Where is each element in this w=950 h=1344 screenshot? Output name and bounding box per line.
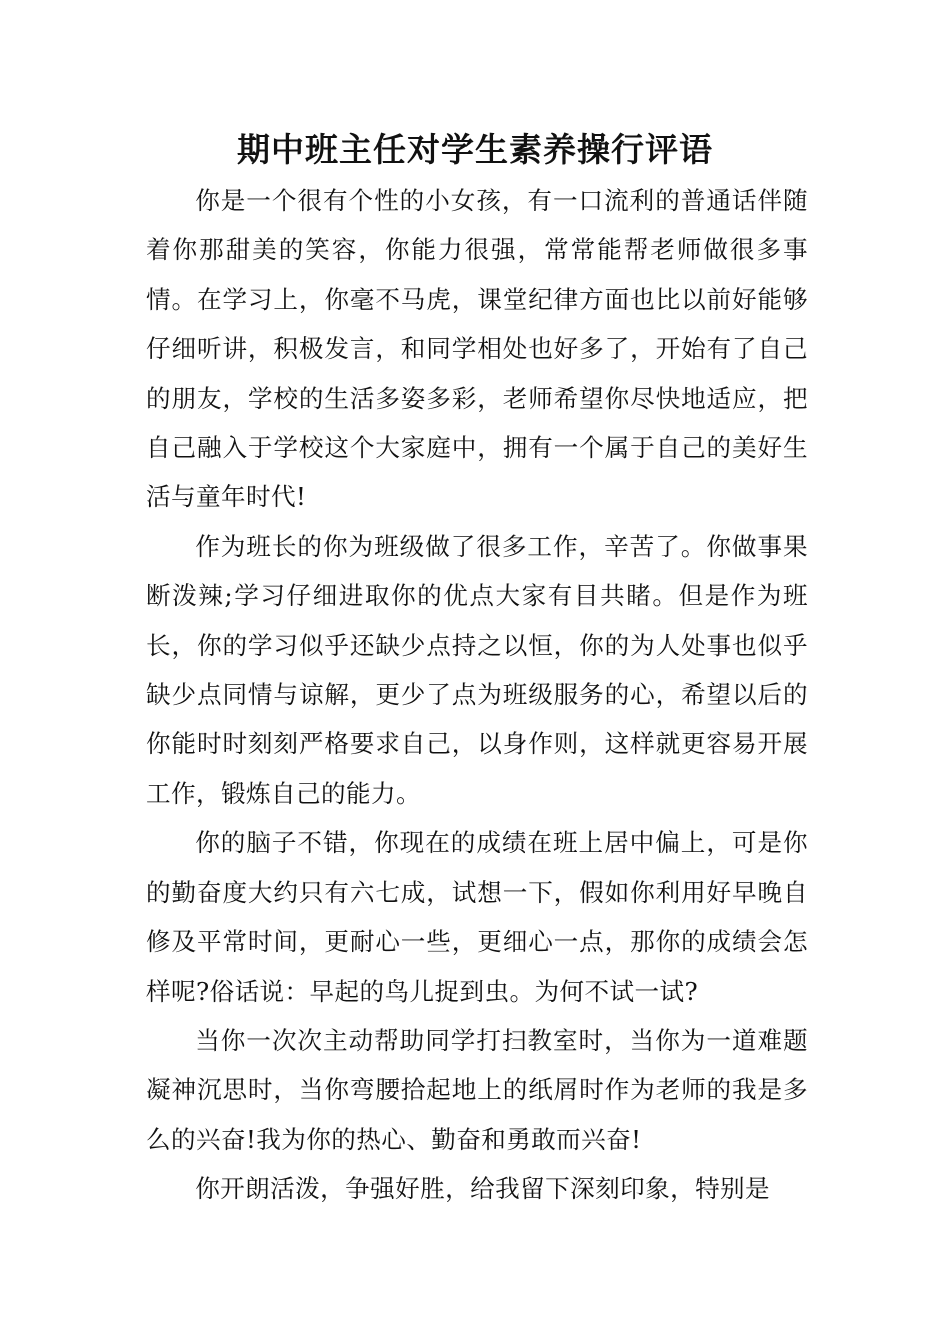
paragraph: 你的脑子不错，你现在的成绩在班上居中偏上，可是你的勤奋度大约只有六七成，试想一下，假如你利用好早晚自修及平常时间，更耐心一些，更细心一点，那你的成绩会怎样呢?俗话说：早起的鸟儿捉到虫。为何不试一试?: [146, 828, 808, 1006]
paragraph: 你是一个很有个性的小女孩，有一口流利的普通话伴随着你那甜美的笑容，你能力很强，常常能帮老师做很多事情。在学习上，你毫不马虎，课堂纪律方面也比以前好能够仔细听讲，积极发言，和同学相处也好多了，开始有了自己的朋友，学校的生活多姿多彩，老师希望你尽快地适应，把自己融入于学校这个大家庭中，拥有一个属于自己的美好生活与童年时代!: [146, 186, 808, 512]
document-title: 期中班主任对学生素养操行评语: [237, 130, 713, 169]
paragraph: 作为班长的你为班级做了很多工作，辛苦了。你做事果断泼辣;学习仔细进取你的优点大家有目共睹。但是作为班长，你的学习似乎还缺少点持之以恒，你的为人处事也似乎缺少点同情与谅解，更少了点为班级服务的心，希望以后的你能时时刻刻严格要求自己，以身作则，这样就更容易开展工作，锻炼自己的能力。: [146, 531, 808, 808]
paragraph: 当你一次次主动帮助同学打扫教室时，当你为一道难题凝神沉思时，当你弯腰拾起地上的纸屑时作为老师的我是多么的兴奋!我为你的热心、勤奋和勇敢而兴奋!: [146, 1025, 808, 1154]
document-body: [146, 176, 808, 1214]
paragraph: 你开朗活泼，争强好胜，给我留下深刻印象，特别是: [195, 1174, 771, 1204]
